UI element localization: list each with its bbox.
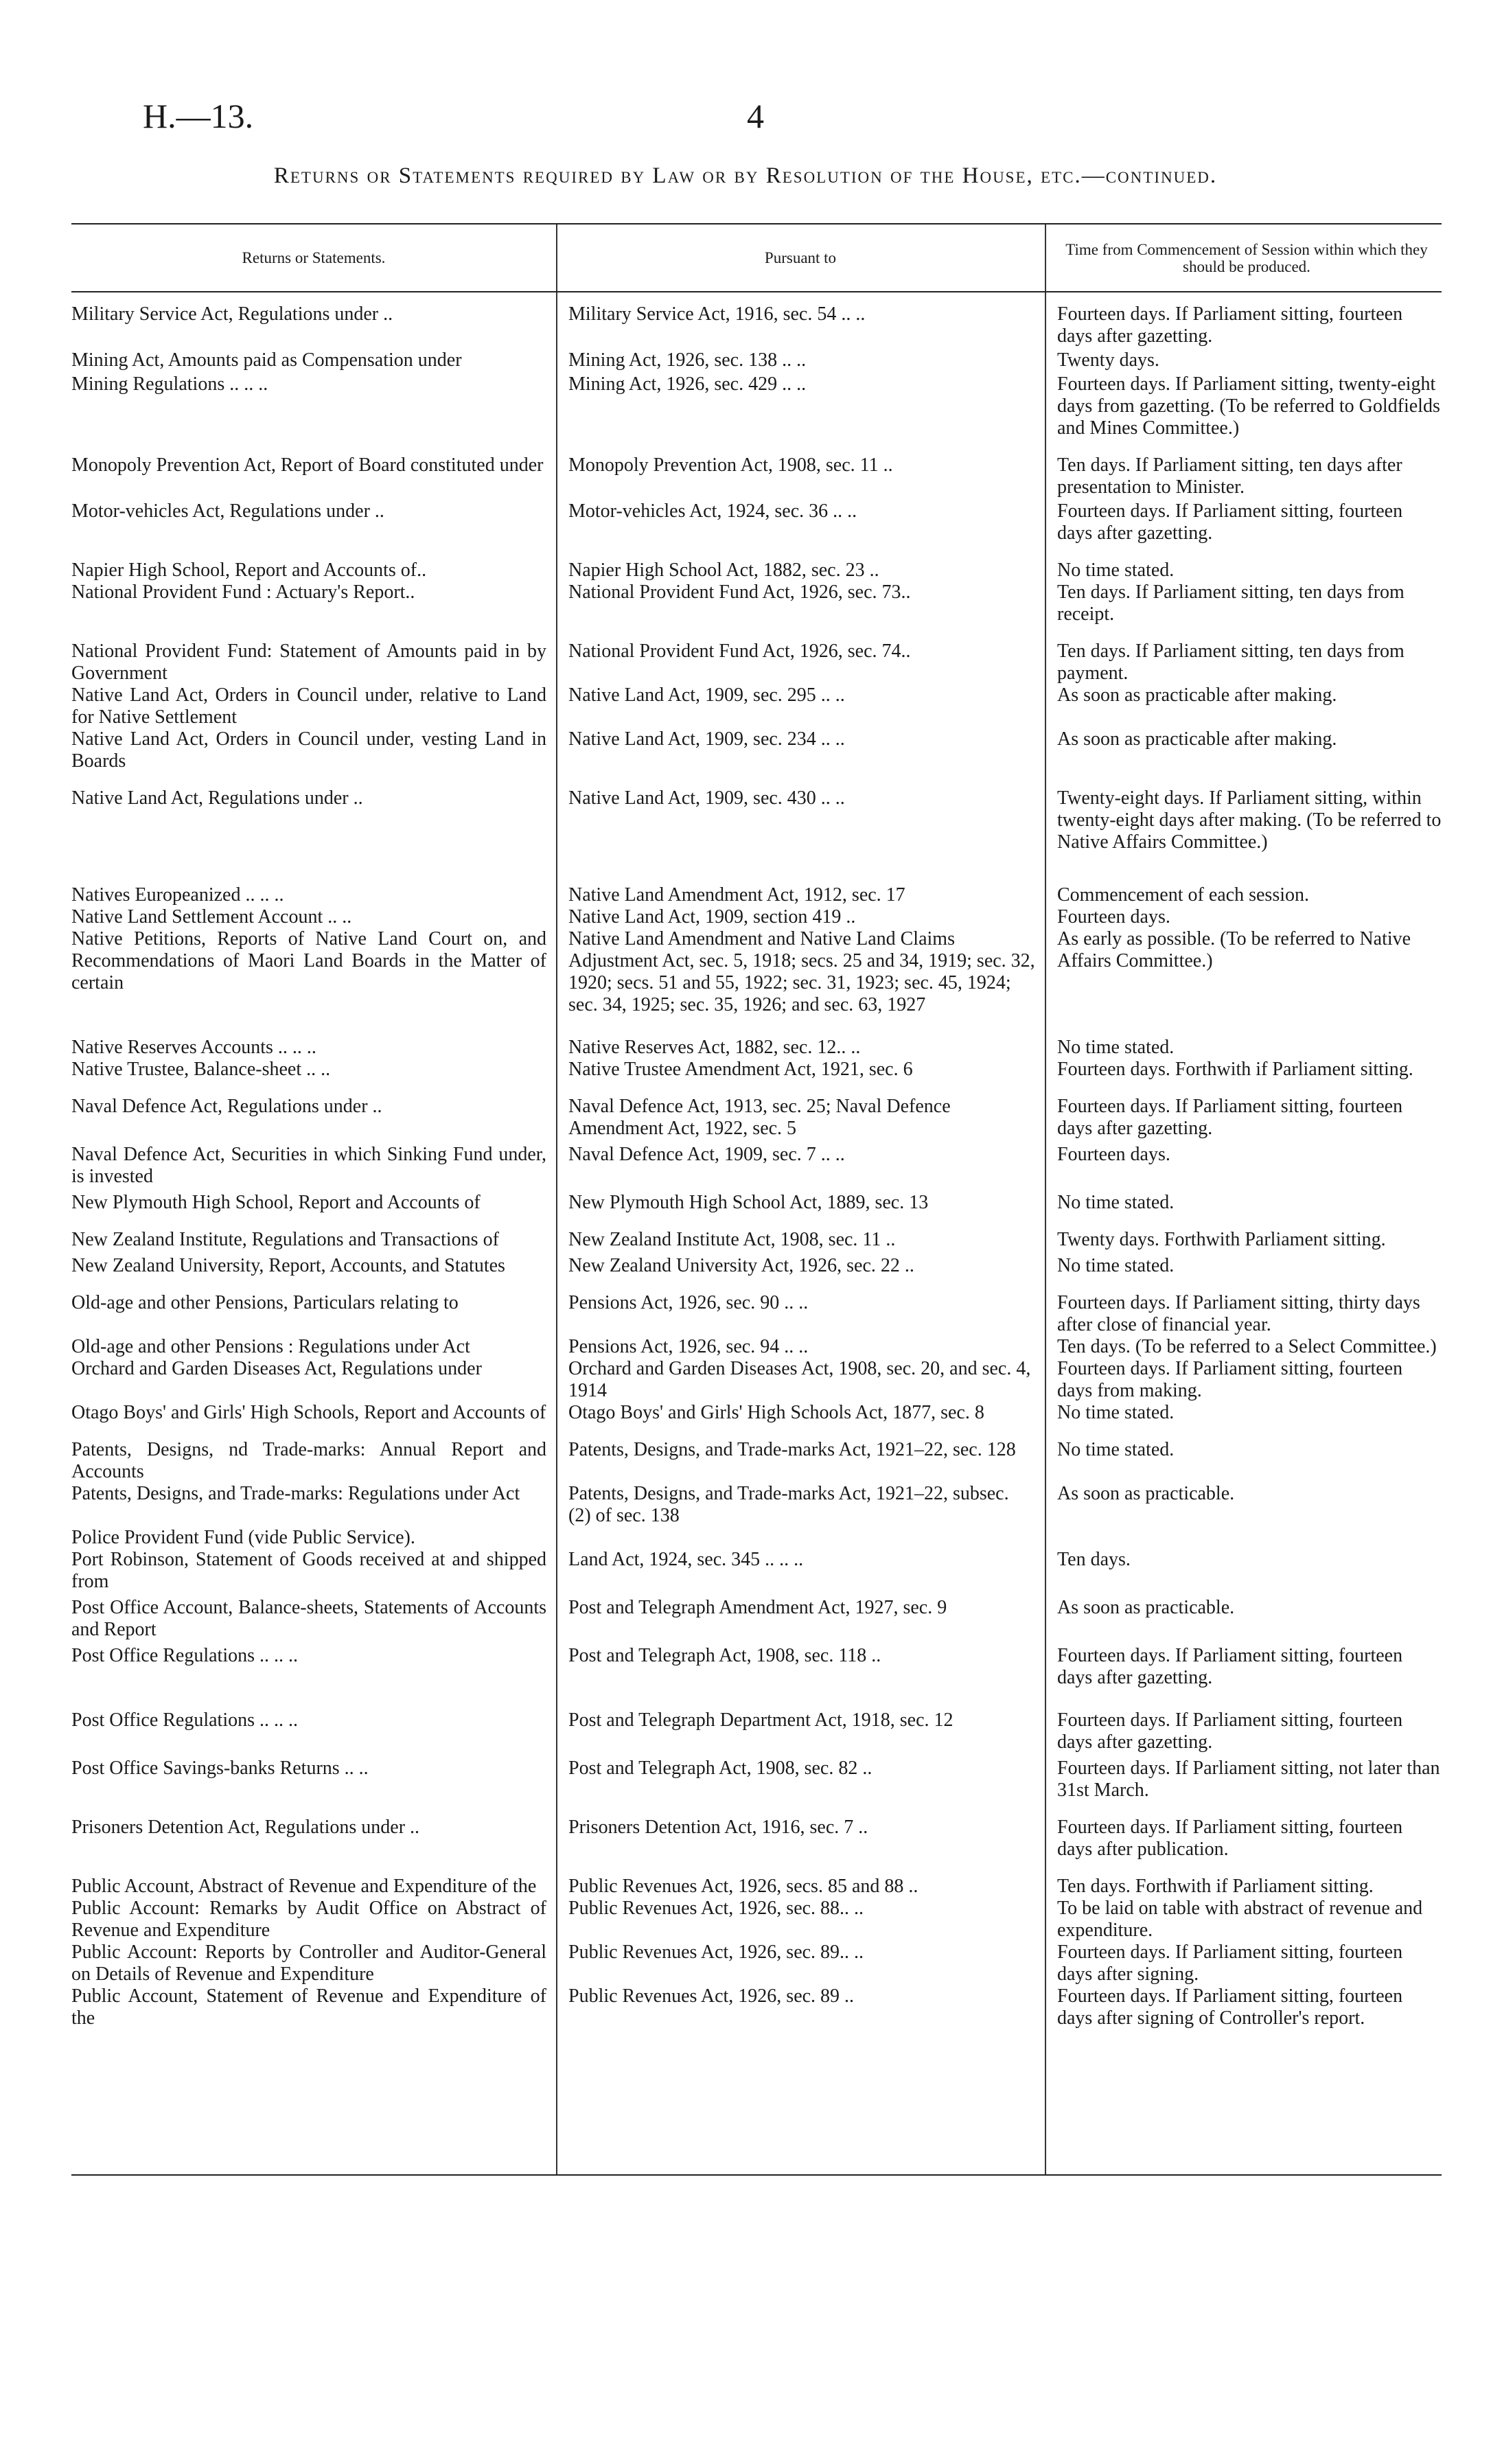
pursuant-cell: Land Act, 1924, sec. 345 .. .. .. [568, 1549, 804, 1570]
returns-cell: Post Office Regulations .. .. .. [71, 1645, 299, 1666]
returns-cell: Mining Act, Amounts paid as Compensation under [71, 349, 462, 371]
returns-cell: Mining Regulations .. .. .. [71, 373, 268, 395]
returns-cell: Napier High School, Report and Accounts of.. [71, 560, 427, 581]
pursuant-cell: New Zealand University Act, 1926, sec. 22 .. [568, 1255, 914, 1276]
table-row [71, 1876, 1442, 1898]
returns-cell: Native Land Act, Orders in Council under, relative to Land for Native Settlement [71, 684, 546, 728]
pursuant-cell: Native Land Act, 1909, sec. 430 .. .. [568, 787, 845, 809]
returns-cell: Naval Defence Act, Securities in which Sinking Fund under, is invested [71, 1144, 546, 1187]
pursuant-cell: Native Land Act, 1909, sec. 234 .. .. [568, 728, 845, 750]
time-cell [1045, 1527, 1442, 1549]
header-rule [71, 291, 1442, 292]
time-cell: Fourteen days. If Parliament sitting, fourteen days after gazetting. [1057, 500, 1403, 544]
pursuant-cell: Public Revenues Act, 1926, secs. 85 and 88 .. [568, 1876, 918, 1897]
returns-cell: Native Land Act, Orders in Council under, vesting Land in Boards [71, 728, 546, 772]
column-header-returns: Returns or Statements. [242, 249, 386, 266]
returns-cell: Native Land Act, Regulations under .. [71, 787, 363, 809]
pursuant-cell: Mining Act, 1926, sec. 429 .. .. [568, 373, 807, 395]
time-cell: Twenty days. [1057, 349, 1159, 371]
page-number: 4 [747, 97, 764, 135]
table-row [71, 1192, 1442, 1214]
time-cell: Fourteen days. Forthwith if Parliament sitting. [1057, 1059, 1413, 1080]
returns-cell: National Provident Fund : Actuary's Report.. [71, 582, 415, 603]
table-row [71, 1096, 1442, 1140]
pursuant-cell: Mining Act, 1926, sec. 138 .. .. [568, 349, 807, 371]
table-row [71, 1229, 1442, 1251]
pursuant-cell: Public Revenues Act, 1926, sec. 89.. .. [568, 1942, 864, 1963]
time-cell: Ten days. If Parliament sitting, ten days from receipt. [1057, 582, 1405, 625]
returns-cell: Otago Boys' and Girls' High Schools, Report and Accounts of [71, 1402, 546, 1423]
table-row [71, 728, 1442, 772]
table-row [71, 641, 1442, 684]
returns-cell: Naval Defence Act, Regulations under .. [71, 1096, 382, 1117]
table-row [71, 1898, 1442, 1942]
table-row [71, 303, 1442, 347]
returns-cell: Police Provident Fund (vide Public Service). [71, 1527, 415, 1548]
time-cell: Fourteen days. If Parliament sitting, fourteen days after gazetting. [1057, 303, 1403, 347]
returns-cell: Post Office Savings-banks Returns .. .. [71, 1758, 369, 1779]
pursuant-cell: Patents, Designs, and Trade-marks Act, 1921–22, sec. 128 [568, 1439, 1016, 1460]
returns-cell: New Zealand Institute, Regulations and Transactions of [71, 1229, 499, 1250]
time-cell: Fourteen days. If Parliament sitting, fourteen days after publication. [1057, 1817, 1403, 1860]
pursuant-cell: Post and Telegraph Act, 1908, sec. 118 .. [568, 1645, 881, 1666]
table-row [71, 349, 1442, 371]
returns-cell: Public Account: Remarks by Audit Office on Abstract of Revenue and Expenditure [71, 1898, 546, 1941]
time-cell: Fourteen days. [1057, 1144, 1170, 1165]
time-cell: As soon as practicable. [1057, 1483, 1235, 1504]
pursuant-cell: National Provident Fund Act, 1926, sec. 74.. [568, 641, 911, 662]
returns-cell: Native Reserves Accounts .. .. .. [71, 1037, 316, 1058]
returns-cell: Military Service Act, Regulations under .. [71, 303, 393, 325]
pursuant-cell: Pensions Act, 1926, sec. 90 .. .. [568, 1292, 809, 1313]
time-cell: Ten days. [1057, 1549, 1131, 1570]
returns-cell: Public Account, Abstract of Revenue and Expenditure of the [71, 1876, 537, 1897]
table-row [71, 1709, 1442, 1753]
table-row [71, 1037, 1442, 1059]
table-row [71, 1549, 1442, 1593]
time-cell: Ten days. (To be referred to a Select Committee.) [1057, 1336, 1437, 1357]
time-cell: No time stated. [1057, 1402, 1175, 1423]
pursuant-cell: Post and Telegraph Amendment Act, 1927, sec. 9 [568, 1597, 947, 1618]
pursuant-cell: Orchard and Garden Diseases Act, 1908, sec. 20, and sec. 4, 1914 [568, 1358, 1031, 1401]
pursuant-cell: Napier High School Act, 1882, sec. 23 .. [568, 560, 879, 581]
time-cell: Fourteen days. If Parliament sitting, not later than 31st March. [1057, 1758, 1440, 1801]
time-cell: Fourteen days. If Parliament sitting, twenty-eight days from gazetting. (To be referred to Goldfields and Mines Committee.) [1057, 373, 1440, 439]
table-row [71, 1527, 1442, 1549]
table-row [71, 1292, 1442, 1336]
time-cell: Fourteen days. If Parliament sitting, fourteen days after gazetting. [1057, 1096, 1403, 1139]
pursuant-cell: New Plymouth High School Act, 1889, sec. 13 [568, 1192, 929, 1213]
table-row [71, 582, 1442, 625]
pursuant-cell: Native Reserves Act, 1882, sec. 12.. .. [568, 1037, 861, 1058]
pursuant-cell: Native Land Amendment and Native Land Claims Adjustment Act, sec. 5, 1918; secs. 25 and 34, 1919; sec. 32, 1920; secs. 51 and 55, 1922; sec. 31, 1923; sec. 45, 1924; sec. 34, 1925; sec. 35, 1926; and sec. 63, 1927 [568, 928, 1035, 1015]
table-row [71, 1358, 1442, 1402]
table-body [71, 303, 1442, 2029]
pursuant-cell: Monopoly Prevention Act, 1908, sec. 11 .. [568, 454, 893, 476]
time-cell: No time stated. [1057, 1255, 1175, 1276]
pursuant-cell: Pensions Act, 1926, sec. 94 .. .. [568, 1336, 809, 1357]
returns-cell: Patents, Designs, nd Trade-marks: Annual Report and Accounts [71, 1439, 546, 1482]
returns-cell: Post Office Account, Balance-sheets, Statements of Accounts and Report [71, 1597, 546, 1640]
table-row [71, 1402, 1442, 1424]
pursuant-cell: Native Trustee Amendment Act, 1921, sec. 6 [568, 1059, 913, 1080]
table-row [71, 1645, 1442, 1689]
returns-cell: Native Trustee, Balance-sheet .. .. [71, 1059, 331, 1080]
time-cell: No time stated. [1057, 1439, 1175, 1460]
page-reference: H.—13. [143, 97, 254, 135]
pursuant-cell: Naval Defence Act, 1913, sec. 25; Naval Defence Amendment Act, 1922, sec. 5 [568, 1096, 951, 1139]
time-cell: As early as possible. (To be referred to Native Affairs Committee.) [1057, 928, 1411, 971]
table-row [71, 1817, 1442, 1861]
returns-cell: Old-age and other Pensions, Particulars relating to [71, 1292, 459, 1313]
table-row [71, 884, 1442, 906]
table-row [71, 1758, 1442, 1801]
pursuant-cell: Post and Telegraph Department Act, 1918, sec. 12 [568, 1709, 953, 1731]
pursuant-cell: Native Land Act, 1909, sec. 295 .. .. [568, 684, 845, 706]
time-cell: Ten days. If Parliament sitting, ten days after presentation to Minister. [1057, 454, 1402, 498]
time-cell: Twenty-eight days. If Parliament sitting, within twenty-eight days after making. (To be referred to Native Affairs Committee.) [1057, 787, 1442, 853]
table-row [71, 1144, 1442, 1188]
returns-cell: Port Robinson, Statement of Goods received at and shipped from [71, 1549, 546, 1592]
pursuant-cell: Public Revenues Act, 1926, sec. 89 .. [568, 1985, 855, 2007]
table-row [71, 787, 1442, 853]
pursuant-cell: Patents, Designs, and Trade-marks Act, 1921–22, subsec. (2) of sec. 138 [568, 1483, 1009, 1526]
time-cell: Fourteen days. If Parliament sitting, fourteen days after gazetting. [1057, 1645, 1403, 1688]
column-header-pursuant: Pursuant to [764, 249, 837, 266]
returns-cell: Native Land Settlement Account .. .. [71, 906, 352, 928]
table-row [71, 373, 1442, 439]
table-row [71, 1059, 1442, 1081]
returns-cell: Natives Europeanized .. .. .. [71, 884, 284, 906]
returns-cell: Motor-vehicles Act, Regulations under .. [71, 500, 384, 522]
returns-cell: New Zealand University, Report, Accounts, and Statutes [71, 1255, 505, 1276]
table-row [71, 1985, 1442, 2029]
time-cell: Fourteen days. If Parliament sitting, fourteen days from making. [1057, 1358, 1403, 1401]
returns-cell: Public Account: Reports by Controller and Auditor-General on Details of Revenue and Expenditure [71, 1942, 546, 1985]
time-cell: No time stated. [1057, 1192, 1175, 1213]
pursuant-cell: Prisoners Detention Act, 1916, sec. 7 .. [568, 1817, 868, 1838]
returns-cell: Monopoly Prevention Act, Report of Board constituted under [71, 454, 544, 476]
table-row [71, 1942, 1442, 1985]
table-row [71, 454, 1442, 498]
table-row [71, 560, 1442, 582]
pursuant-cell: National Provident Fund Act, 1926, sec. 73.. [568, 582, 911, 603]
returns-cell: Orchard and Garden Diseases Act, Regulations under [71, 1358, 482, 1379]
pursuant-cell [556, 1527, 1045, 1549]
pursuant-cell: Native Land Amendment Act, 1912, sec. 17 [568, 884, 905, 906]
pursuant-cell: Motor-vehicles Act, 1924, sec. 36 .. .. [568, 500, 857, 522]
pursuant-cell: Post and Telegraph Act, 1908, sec. 82 .. [568, 1758, 872, 1779]
table-row [71, 500, 1442, 544]
time-cell: No time stated. [1057, 1037, 1175, 1058]
time-cell: Fourteen days. If Parliament sitting, fourteen days after signing of Controller's report. [1057, 1985, 1403, 2029]
returns-cell: Old-age and other Pensions : Regulations under Act [71, 1336, 470, 1357]
time-cell: Fourteen days. [1057, 906, 1170, 928]
table-row [71, 1336, 1442, 1358]
table-row [71, 1255, 1442, 1277]
time-cell: As soon as practicable after making. [1057, 728, 1337, 750]
pursuant-cell: Military Service Act, 1916, sec. 54 .. .. [568, 303, 866, 325]
pursuant-cell: Native Land Act, 1909, section 419 .. [568, 906, 856, 928]
time-cell: Commencement of each session. [1057, 884, 1310, 906]
table-row [71, 684, 1442, 728]
table-row [71, 1597, 1442, 1641]
time-cell: Ten days. If Parliament sitting, ten days from payment. [1057, 641, 1405, 684]
returns-cell: New Plymouth High School, Report and Accounts of [71, 1192, 481, 1213]
returns-cell: Patents, Designs, and Trade-marks: Regulations under Act [71, 1483, 520, 1504]
time-cell: Fourteen days. If Parliament sitting, thirty days after close of financial year. [1057, 1292, 1420, 1335]
time-cell: Fourteen days. If Parliament sitting, fourteen days after signing. [1057, 1942, 1403, 1985]
time-cell: Twenty days. Forthwith Parliament sitting. [1057, 1229, 1386, 1250]
table-row [71, 906, 1442, 928]
table-row [71, 1483, 1442, 1527]
time-cell: Fourteen days. If Parliament sitting, fourteen days after gazetting. [1057, 1709, 1403, 1753]
pursuant-cell: Naval Defence Act, 1909, sec. 7 .. .. [568, 1144, 845, 1165]
returns-cell: Native Petitions, Reports of Native Land Court on, and Recommendations of Maori Land Boards in the Matter of certain [71, 928, 546, 993]
time-cell: As soon as practicable after making. [1057, 684, 1337, 706]
returns-cell: Prisoners Detention Act, Regulations under .. [71, 1817, 420, 1838]
pursuant-cell: Otago Boys' and Girls' High Schools Act, 1877, sec. 8 [568, 1402, 984, 1423]
pursuant-cell: New Zealand Institute Act, 1908, sec. 11 .. [568, 1229, 896, 1250]
pursuant-cell: Public Revenues Act, 1926, sec. 88.. .. [568, 1898, 864, 1919]
column-header-time: Time from Commencement of Session within which they should be produced. [1065, 240, 1428, 275]
time-cell: No time stated. [1057, 560, 1175, 581]
table-row [71, 1439, 1442, 1483]
returns-cell: Public Account, Statement of Revenue and Expenditure of the [71, 1985, 546, 2029]
time-cell: To be laid on table with abstract of revenue and expenditure. [1057, 1898, 1423, 1941]
time-cell: Ten days. Forthwith if Parliament sitting. [1057, 1876, 1374, 1897]
returns-table [71, 223, 1442, 2176]
time-cell: As soon as practicable. [1057, 1597, 1235, 1618]
page-title: Returns or Statements required by Law or by Resolution of the House, etc.—continued. [273, 163, 1218, 188]
returns-cell: Post Office Regulations .. .. .. [71, 1709, 299, 1731]
returns-cell: National Provident Fund: Statement of Amounts paid in by Government [71, 641, 546, 684]
table-row [71, 928, 1442, 1016]
